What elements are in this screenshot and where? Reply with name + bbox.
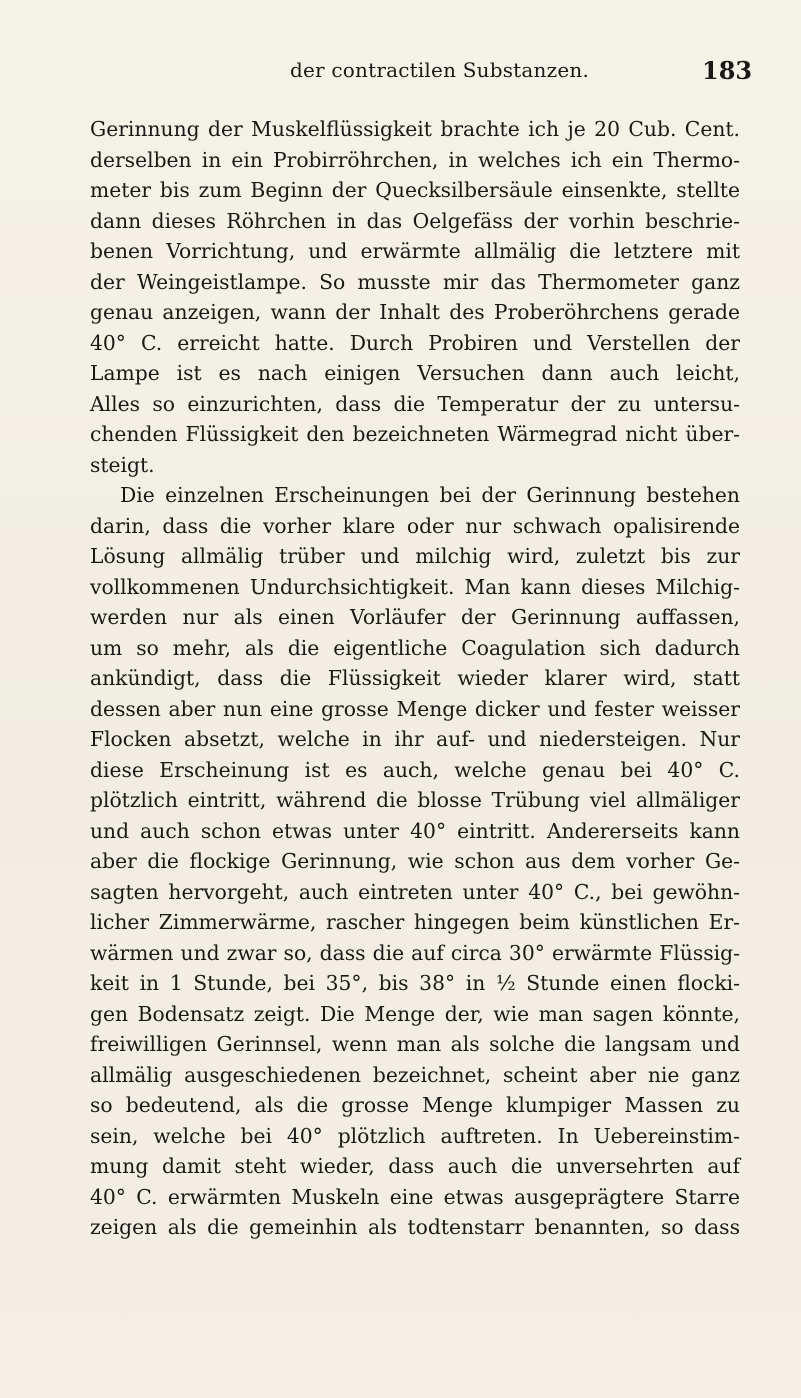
text-line: darin, dass die vorher klare oder nur schwach opalisirende [90,513,740,538]
text-line: vollkommenen Undurchsichtigkeit. Man kann dieses Milchig- [90,574,740,599]
text-line: so bedeutend, als die grosse Menge klumpiger Massen zu [90,1093,740,1117]
text-line: plötzlich eintritt, während die blosse Trübung viel allmäliger [90,788,740,812]
text-line: freiwilligen Gerinnsel, wenn man als solche die langsam und [90,1032,740,1056]
text-line: dann dieses Röhrchen in das Oelgefäss der vorhin beschrie- [90,208,740,233]
text-line: sein, welche bei 40° plötzlich auftreten. In Uebereinstim- [90,1123,740,1148]
text-line: Die einzelnen Erscheinungen bei der Gerinnung bestehen [120,483,740,507]
text-line: Flocken absetzt, welche in ihr auf- und niedersteigen. Nur [90,727,740,751]
text-line: der Weingeistlampe. So musste mir das Thermometer ganz [90,269,740,294]
text-line: zeigen als die gemeinhin als todtenstarr benannten, so dass [90,1215,740,1239]
text-line: Alles so einzurichten, dass die Temperatur der zu untersu- [90,391,740,416]
text-line: chenden Flüssigkeit den bezeichneten Wärmegrad nicht über- [90,422,740,446]
text-line: 40° C. erwärmten Muskeln eine etwas ausgeprägtere Starre [90,1184,740,1209]
text-line: um so mehr, als die eigentliche Coagulation sich dadurch [90,635,740,660]
text-line: allmälig ausgeschiedenen bezeichnet, scheint aber nie ganz [90,1062,740,1087]
text-line: genau anzeigen, wann der Inhalt des Proberöhrchens gerade [90,300,740,324]
text-line: Lösung allmälig trüber und milchig wird, zuletzt bis zur [90,544,740,568]
text-line: mung damit steht wieder, dass auch die unversehrten auf [90,1154,740,1178]
text-line: sagten hervorgeht, auch eintreten unter 40° C., bei gewöhn- [90,879,740,904]
text-line: gen Bodensatz zeigt. Die Menge der, wie man sagen könnte, [90,1001,740,1026]
text-line: licher Zimmerwärme, rascher hingegen beim künstlichen Er- [90,910,740,934]
text-line: derselben in ein Probirröhrchen, in welches ich ein Thermo- [90,147,740,172]
text-line: und auch schon etwas unter 40° eintritt. Andererseits kann [90,818,740,843]
text-line: Lampe ist es nach einigen Versuchen dann auch leicht, [90,361,740,385]
body-text [90,114,740,1243]
text-line: Gerinnung der Muskelflüssigkeit brachte ich je 20 Cub. Cent. [90,117,740,141]
text-line: steigt. [90,452,155,477]
text-line: meter bis zum Beginn der Quecksilbersäule einsenkte, stellte [90,178,740,202]
text-line: wärmen und zwar so, dass die auf circa 30° erwärmte Flüssig- [90,940,740,965]
running-title: der contractilen Substanzen. [290,58,590,82]
page-number: 183 [702,56,753,85]
text-line: benen Vorrichtung, und erwärmte allmälig die letztere mit [90,239,740,263]
text-line: werden nur als einen Vorläufer der Gerinnung auffassen, [90,605,740,629]
running-header [0,56,801,86]
text-line: keit in 1 Stunde, bei 35°, bis 38° in ½ Stunde einen flocki- [90,971,740,995]
text-line: ankündigt, dass die Flüssigkeit wieder klarer wird, statt [90,666,740,690]
text-line: diese Erscheinung ist es auch, welche genau bei 40° C. [90,757,740,782]
text-line: aber die flockige Gerinnung, wie schon aus dem vorher Ge- [90,849,740,873]
text-line: dessen aber nun eine grosse Menge dicker und fester weisser [90,696,740,721]
text-line: 40° C. erreicht hatte. Durch Probiren und Verstellen der [90,330,740,355]
